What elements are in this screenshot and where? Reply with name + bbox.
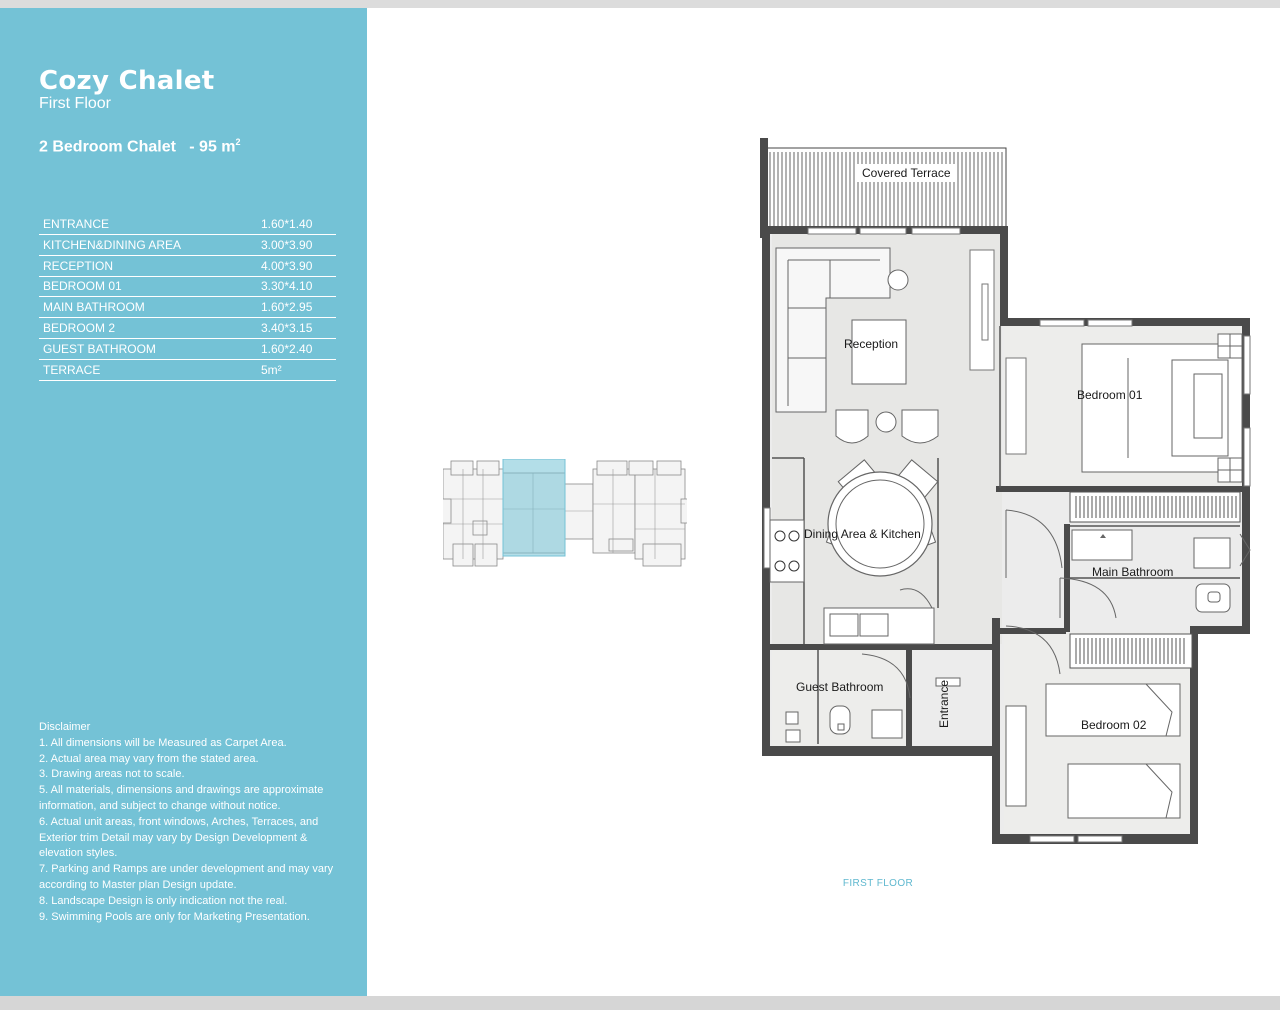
entrance-label: Entrance bbox=[937, 679, 951, 728]
room-name: TERRACE bbox=[43, 362, 101, 377]
disclaimer-line: 7. Parking and Ramps are under development and may vary according to Master plan Design update. bbox=[39, 863, 334, 891]
disclaimer-line: 2. Actual area may vary from the stated area. bbox=[39, 752, 259, 765]
room-name: GUEST BATHROOM bbox=[43, 341, 156, 356]
table-row bbox=[39, 361, 336, 381]
unit-area: - 95 m bbox=[189, 138, 236, 156]
floor-subtitle: First Floor bbox=[39, 95, 111, 112]
bottom-edge bbox=[0, 996, 1280, 1010]
disclaimer-line: 5. All materials, dimensions and drawings are approximate information, and subject to change without notice. bbox=[39, 784, 324, 812]
main-bathroom-label: Main Bathroom bbox=[1092, 565, 1174, 579]
room-name: MAIN BATHROOM bbox=[43, 300, 145, 315]
unit-type-label: 2 Bedroom Chalet bbox=[39, 138, 176, 156]
floor-plan bbox=[760, 138, 1252, 844]
disclaimer-heading: Disclaimer bbox=[39, 721, 91, 733]
disclaimer-line: 8. Landscape Design is only indication not the real. bbox=[39, 894, 288, 907]
room-dimension: 1.60*1.40 bbox=[261, 217, 313, 231]
room-dimension: 3.00*3.90 bbox=[261, 237, 313, 252]
key-plan bbox=[443, 459, 687, 569]
room-dimension: 3.30*4.10 bbox=[261, 279, 313, 294]
table-row bbox=[39, 298, 336, 318]
room-dimension: 4.00*3.90 bbox=[261, 258, 313, 273]
table-row bbox=[39, 319, 336, 339]
unit-area-sup: 2 bbox=[235, 137, 241, 147]
room-dimension: 1.60*2.95 bbox=[261, 300, 313, 315]
floor-label: FIRST FLOOR bbox=[842, 878, 914, 889]
page-title: Cozy Chalet bbox=[39, 66, 215, 96]
room-name: ENTRANCE bbox=[43, 217, 110, 231]
table-row bbox=[39, 236, 336, 256]
bedroom-01-label: Bedroom 01 bbox=[1077, 388, 1143, 402]
disclaimer bbox=[39, 720, 351, 925]
covered-terrace-label: Covered Terrace bbox=[862, 166, 951, 180]
bed-01 bbox=[1082, 334, 1242, 482]
room-name: BEDROOM 01 bbox=[43, 279, 122, 294]
bedroom-02-label: Bedroom 02 bbox=[1081, 718, 1147, 732]
dining-kitchen-label: Dining Area & Kitchen bbox=[804, 527, 921, 541]
room-dimension: 3.40*3.15 bbox=[261, 320, 313, 335]
top-edge bbox=[0, 0, 1280, 8]
info-panel bbox=[0, 8, 367, 996]
disclaimer-line: 6. Actual unit areas, front windows, Arches, Terraces, and Exterior trim Detail may vary by Design Development & elevation styles. bbox=[39, 815, 319, 860]
disclaimer-line: 1. All dimensions will be Measured as Carpet Area. bbox=[39, 736, 287, 749]
disclaimer-line: 3. Drawing areas not to scale. bbox=[39, 768, 185, 781]
table-row bbox=[39, 257, 336, 277]
room-dimension: 1.60*2.40 bbox=[261, 341, 313, 356]
table-row bbox=[39, 277, 336, 297]
room-dimension: 5m² bbox=[261, 362, 282, 377]
room-name: RECEPTION bbox=[43, 258, 114, 273]
disclaimer-line: 9. Swimming Pools are only for Marketing Presentation. bbox=[39, 910, 310, 923]
table-row bbox=[39, 215, 336, 235]
room-name: BEDROOM 2 bbox=[43, 320, 116, 335]
guest-bathroom-label: Guest Bathroom bbox=[796, 680, 884, 694]
reception-label: Reception bbox=[844, 337, 899, 351]
table-row bbox=[39, 340, 336, 360]
room-table bbox=[39, 215, 336, 381]
unit-type bbox=[39, 137, 241, 156]
room-name: KITCHEN&DINING AREA bbox=[43, 237, 182, 252]
